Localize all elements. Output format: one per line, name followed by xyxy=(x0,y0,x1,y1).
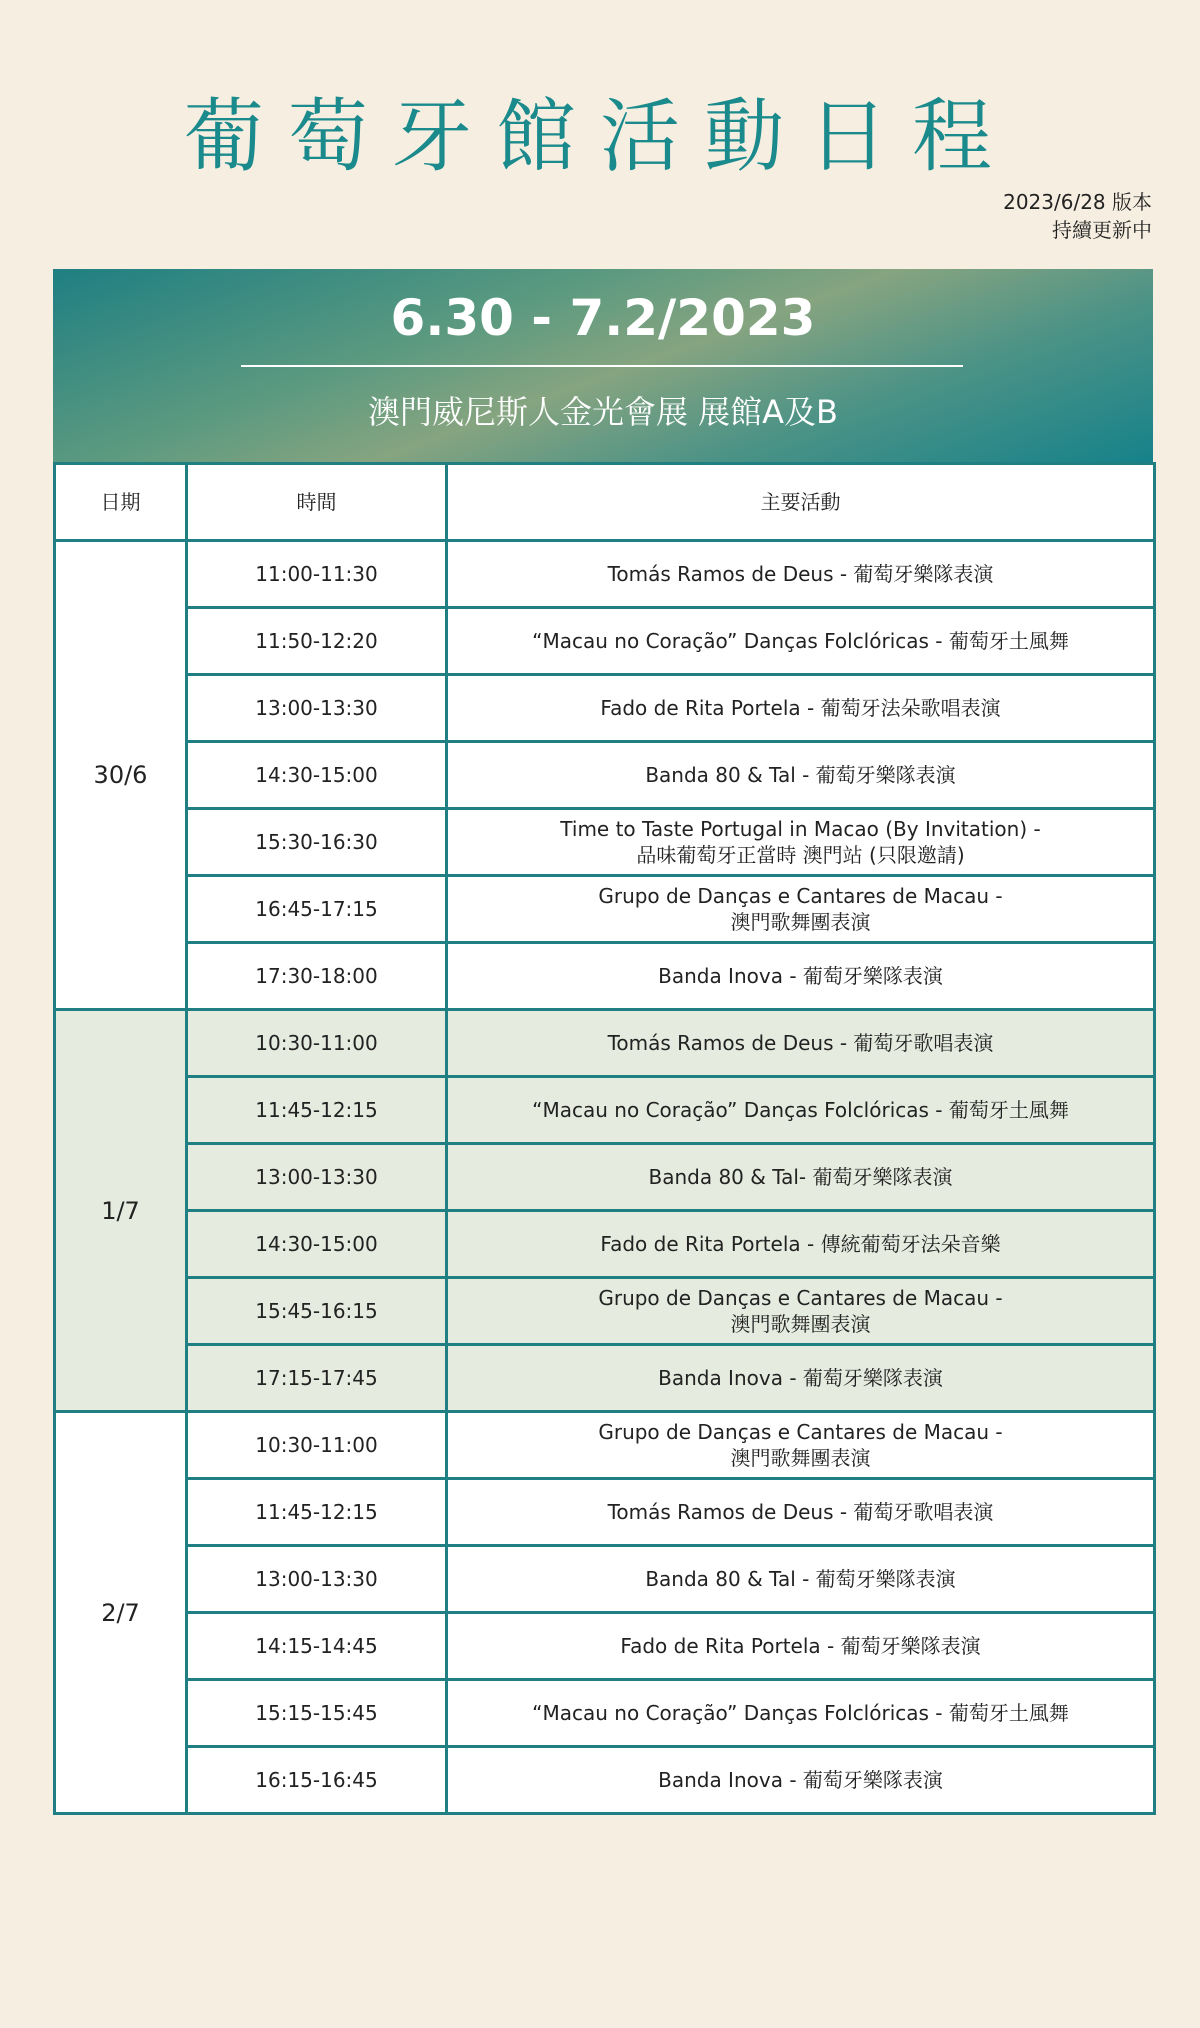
time-cell: 16:45-17:15 xyxy=(187,876,447,943)
activity-line: Time to Taste Portugal in Macao (By Invitation) - xyxy=(560,817,1041,841)
activity-cell xyxy=(447,541,1155,608)
time-cell: 14:30-15:00 xyxy=(187,1211,447,1278)
activity-cell xyxy=(447,809,1155,876)
time-cell: 11:00-11:30 xyxy=(187,541,447,608)
table-row xyxy=(55,809,1155,876)
time-cell: 10:30-11:00 xyxy=(187,1010,447,1077)
activity-line: Banda Inova - 葡萄牙樂隊表演 xyxy=(658,1366,943,1390)
table-row xyxy=(55,742,1155,809)
activity-cell xyxy=(447,1747,1155,1814)
activity-cell xyxy=(447,608,1155,675)
table-row xyxy=(55,943,1155,1010)
activity-line: Tomás Ramos de Deus - 葡萄牙歌唱表演 xyxy=(607,1500,994,1524)
banner-divider xyxy=(241,365,963,367)
time-cell: 14:15-14:45 xyxy=(187,1613,447,1680)
activity-cell xyxy=(447,1680,1155,1747)
activity-cell xyxy=(447,1010,1155,1077)
table-row xyxy=(55,1680,1155,1747)
table-row xyxy=(55,1010,1155,1077)
table-row xyxy=(55,1479,1155,1546)
table-row xyxy=(55,1211,1155,1278)
date-cell: 1/7 xyxy=(55,1010,187,1412)
activity-line: Fado de Rita Portela - 傳統葡萄牙法朵音樂 xyxy=(600,1232,1001,1256)
activity-cell xyxy=(447,742,1155,809)
activity-cell xyxy=(447,675,1155,742)
time-cell: 11:45-12:15 xyxy=(187,1077,447,1144)
activity-cell xyxy=(447,1479,1155,1546)
table-row xyxy=(55,1345,1155,1412)
activity-cell xyxy=(447,1613,1155,1680)
time-cell: 13:00-13:30 xyxy=(187,675,447,742)
activity-cell xyxy=(447,1278,1155,1345)
activity-cell xyxy=(447,1345,1155,1412)
activity-line: 品味葡萄牙正當時 澳門站 (只限邀請) xyxy=(636,843,965,867)
schedule xyxy=(53,269,1153,1815)
activity-cell xyxy=(447,1211,1155,1278)
table-row xyxy=(55,1546,1155,1613)
activity-line: Fado de Rita Portela - 葡萄牙法朵歌唱表演 xyxy=(600,696,1001,720)
activity-line: Grupo de Danças e Cantares de Macau - xyxy=(598,1286,1003,1310)
time-cell: 14:30-15:00 xyxy=(187,742,447,809)
time-cell: 17:15-17:45 xyxy=(187,1345,447,1412)
activity-line: Tomás Ramos de Deus - 葡萄牙樂隊表演 xyxy=(607,562,994,586)
header-date: 日期 xyxy=(55,464,187,541)
table-row xyxy=(55,541,1155,608)
activity-cell xyxy=(447,1546,1155,1613)
table-row xyxy=(55,876,1155,943)
table-row xyxy=(55,675,1155,742)
version-date: 2023/6/28 版本 xyxy=(1003,190,1152,214)
date-cell: 30/6 xyxy=(55,541,187,1010)
time-cell: 15:15-15:45 xyxy=(187,1680,447,1747)
activity-cell xyxy=(447,1412,1155,1479)
activity-line: Fado de Rita Portela - 葡萄牙樂隊表演 xyxy=(620,1634,981,1658)
table-row xyxy=(55,608,1155,675)
activity-line: Banda Inova - 葡萄牙樂隊表演 xyxy=(658,964,943,988)
header-time: 時間 xyxy=(187,464,447,541)
activity-line: 澳門歌舞團表演 xyxy=(730,910,871,934)
activity-line: Tomás Ramos de Deus - 葡萄牙歌唱表演 xyxy=(607,1031,994,1055)
activity-line: Banda 80 & Tal - 葡萄牙樂隊表演 xyxy=(645,1567,956,1591)
table-row xyxy=(55,1412,1155,1479)
activity-line: “Macau no Coração” Danças Folclóricas - 葡萄牙土風舞 xyxy=(532,1701,1069,1725)
time-cell: 15:45-16:15 xyxy=(187,1278,447,1345)
time-cell: 10:30-11:00 xyxy=(187,1412,447,1479)
time-cell: 16:15-16:45 xyxy=(187,1747,447,1814)
activity-cell xyxy=(447,1144,1155,1211)
activity-cell xyxy=(447,1077,1155,1144)
activity-cell xyxy=(447,943,1155,1010)
time-cell: 11:45-12:15 xyxy=(187,1479,447,1546)
time-cell: 13:00-13:30 xyxy=(187,1144,447,1211)
table-row xyxy=(55,1077,1155,1144)
activity-line: 澳門歌舞團表演 xyxy=(730,1446,871,1470)
date-cell: 2/7 xyxy=(55,1412,187,1814)
activity-cell xyxy=(447,876,1155,943)
time-cell: 13:00-13:30 xyxy=(187,1546,447,1613)
table-header-row xyxy=(55,464,1155,541)
activity-line: Banda 80 & Tal- 葡萄牙樂隊表演 xyxy=(648,1165,953,1189)
version-note xyxy=(1003,188,1152,244)
activity-line: Grupo de Danças e Cantares de Macau - xyxy=(598,1420,1003,1444)
time-cell: 17:30-18:00 xyxy=(187,943,447,1010)
time-cell: 15:30-16:30 xyxy=(187,809,447,876)
table-row xyxy=(55,1747,1155,1814)
header-activity: 主要活動 xyxy=(447,464,1155,541)
activity-line: “Macau no Coração” Danças Folclóricas - 葡萄牙土風舞 xyxy=(532,629,1069,653)
activity-line: 澳門歌舞團表演 xyxy=(730,1312,871,1336)
page-title: 葡萄牙館活動日程 xyxy=(184,90,1016,183)
time-cell: 11:50-12:20 xyxy=(187,608,447,675)
event-banner xyxy=(53,269,1153,462)
event-dates: 6.30 - 7.2/2023 xyxy=(390,289,816,347)
table-row xyxy=(55,1613,1155,1680)
activity-line: Banda 80 & Tal - 葡萄牙樂隊表演 xyxy=(645,763,956,787)
activity-line: “Macau no Coração” Danças Folclóricas - 葡萄牙土風舞 xyxy=(532,1098,1069,1122)
activity-line: Grupo de Danças e Cantares de Macau - xyxy=(598,884,1003,908)
table-row xyxy=(55,1278,1155,1345)
event-venue: 澳門威尼斯人金光會展 展館A及B xyxy=(367,393,839,431)
schedule-table xyxy=(53,462,1156,1815)
table-row xyxy=(55,1144,1155,1211)
schedule-body xyxy=(55,541,1155,1814)
activity-line: Banda Inova - 葡萄牙樂隊表演 xyxy=(658,1768,943,1792)
version-status: 持續更新中 xyxy=(1052,218,1152,242)
